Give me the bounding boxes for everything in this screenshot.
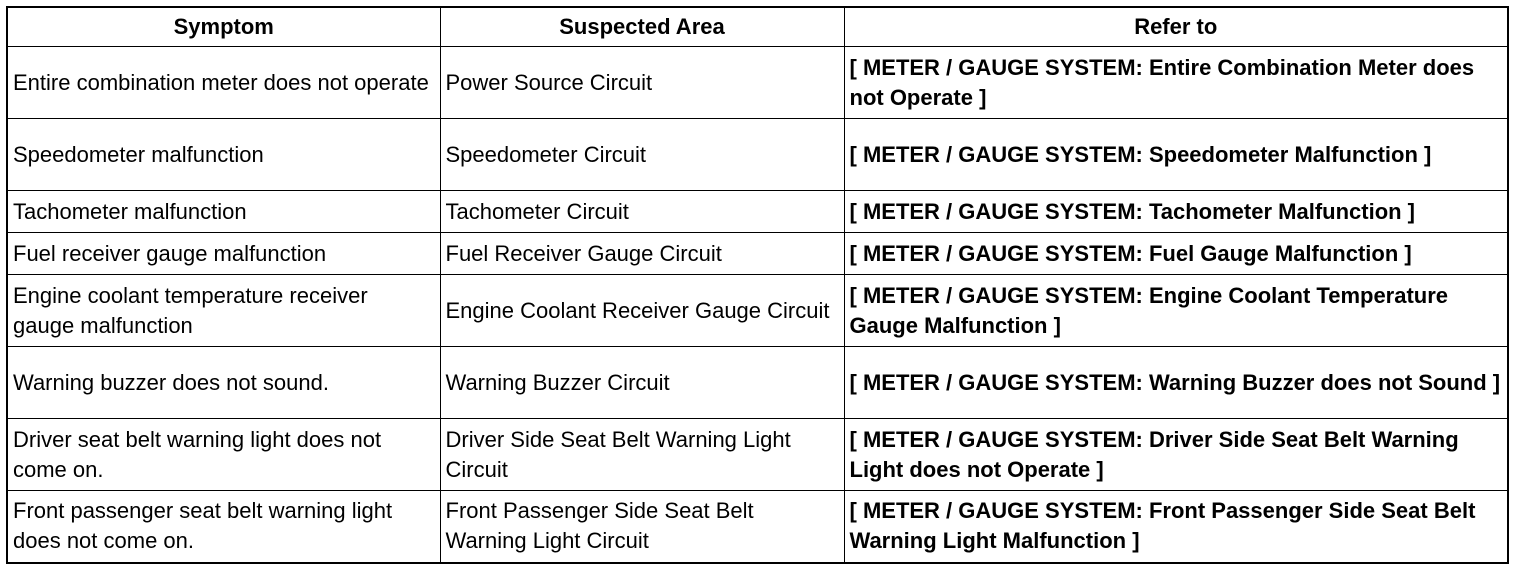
refer-to-link[interactable]: [ METER / GAUGE SYSTEM: Speedometer Malfunction ] — [844, 119, 1508, 191]
symptom-cell: Speedometer malfunction — [7, 119, 440, 191]
table-header-row — [7, 7, 1508, 47]
table-row — [7, 419, 1508, 491]
symptom-cell: Engine coolant temperature receiver gauge malfunction — [7, 275, 440, 347]
header-refer-to: Refer to — [844, 7, 1508, 47]
suspected-area-cell: Front Passenger Side Seat Belt Warning Light Circuit — [440, 491, 844, 563]
refer-to-link[interactable]: [ METER / GAUGE SYSTEM: Driver Side Seat Belt Warning Light does not Operate ] — [844, 419, 1508, 491]
suspected-area-cell: Driver Side Seat Belt Warning Light Circuit — [440, 419, 844, 491]
symptom-cell: Entire combination meter does not operate — [7, 47, 440, 119]
table-row — [7, 233, 1508, 275]
table-row — [7, 47, 1508, 119]
table-row — [7, 347, 1508, 419]
table-row — [7, 119, 1508, 191]
refer-to-link[interactable]: [ METER / GAUGE SYSTEM: Warning Buzzer does not Sound ] — [844, 347, 1508, 419]
symptom-cell: Warning buzzer does not sound. — [7, 347, 440, 419]
suspected-area-cell: Power Source Circuit — [440, 47, 844, 119]
suspected-area-cell: Fuel Receiver Gauge Circuit — [440, 233, 844, 275]
suspected-area-cell: Engine Coolant Receiver Gauge Circuit — [440, 275, 844, 347]
refer-to-link[interactable]: [ METER / GAUGE SYSTEM: Front Passenger Side Seat Belt Warning Light Malfunction ] — [844, 491, 1508, 563]
symptom-cell: Tachometer malfunction — [7, 191, 440, 233]
suspected-area-cell: Tachometer Circuit — [440, 191, 844, 233]
suspected-area-cell: Speedometer Circuit — [440, 119, 844, 191]
symptom-cell: Front passenger seat belt warning light does not come on. — [7, 491, 440, 563]
symptom-cell: Fuel receiver gauge malfunction — [7, 233, 440, 275]
header-suspected-area: Suspected Area — [440, 7, 844, 47]
table-row — [7, 491, 1508, 563]
suspected-area-cell: Warning Buzzer Circuit — [440, 347, 844, 419]
symptom-table — [6, 6, 1509, 564]
table-row — [7, 191, 1508, 233]
header-symptom: Symptom — [7, 7, 440, 47]
symptom-cell: Driver seat belt warning light does not come on. — [7, 419, 440, 491]
refer-to-link[interactable]: [ METER / GAUGE SYSTEM: Entire Combination Meter does not Operate ] — [844, 47, 1508, 119]
table-row — [7, 275, 1508, 347]
refer-to-link[interactable]: [ METER / GAUGE SYSTEM: Tachometer Malfunction ] — [844, 191, 1508, 233]
refer-to-link[interactable]: [ METER / GAUGE SYSTEM: Engine Coolant Temperature Gauge Malfunction ] — [844, 275, 1508, 347]
refer-to-link[interactable]: [ METER / GAUGE SYSTEM: Fuel Gauge Malfunction ] — [844, 233, 1508, 275]
